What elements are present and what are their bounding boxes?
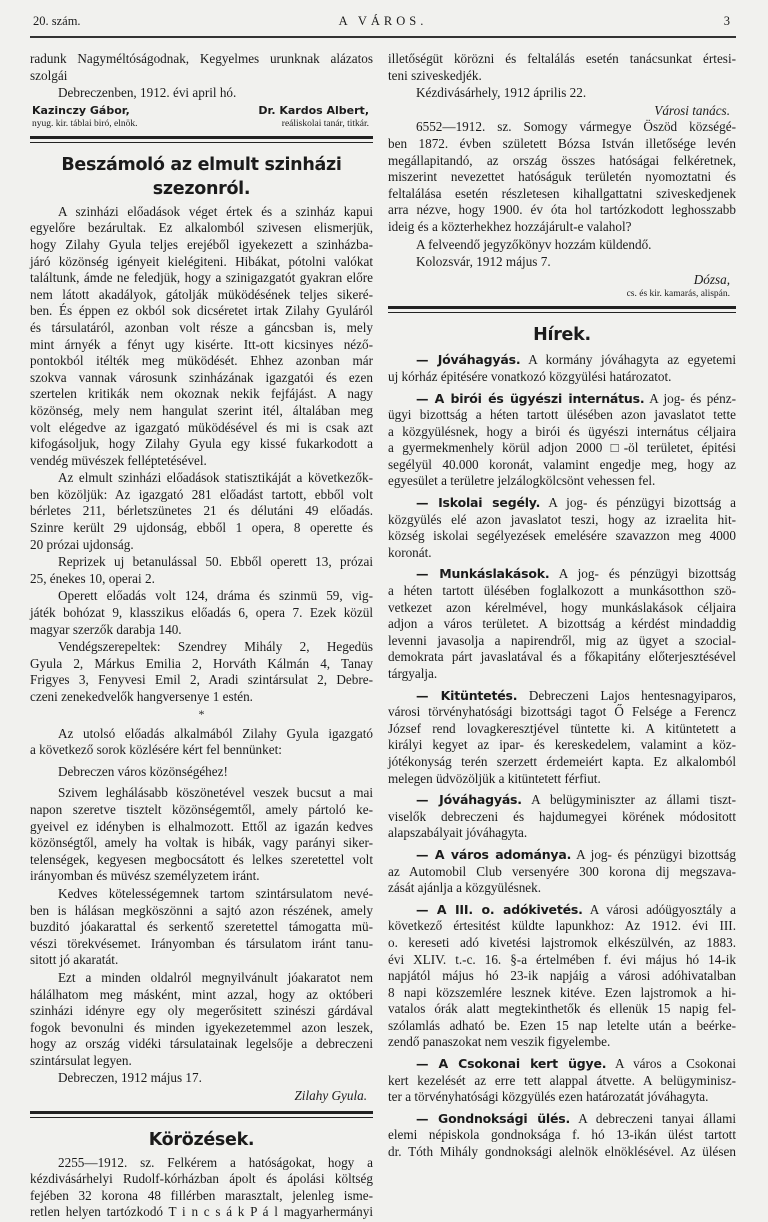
text-line: egyesület a területre jelzálogkölcsönt vehessen fel. — [388, 473, 656, 489]
signature: Városi tanács. — [654, 102, 730, 118]
news-item-heading: — Gondnoksági ülés. — [416, 1110, 571, 1126]
text-line: Kedves kötelességemnek tartom szintársulatom nevé- — [58, 885, 373, 901]
paragraph — [30, 764, 373, 781]
text-line: vatalos órák alatt megtekinthetők és ellenük 15 napig fel- — [388, 1001, 736, 1017]
signature-title: cs. és kir. kamarás, alispán. — [626, 289, 730, 300]
text-line: Az utolsó előadás alkalmából Zilahy Gyula igazgató — [58, 725, 373, 741]
text-line: a közgyülésnek, hogy a birói és ügyészi internátus céljaira — [388, 423, 736, 439]
page-number: 3 — [723, 14, 730, 28]
text-line: Kolozsvár, 1912 május 7. — [416, 254, 551, 270]
news-item-heading: — Jóváhagyás. — [416, 352, 521, 368]
news-item-heading: — A III. o. adókivetés. — [416, 901, 583, 917]
news-item-heading: — Jóváhagyás. — [416, 792, 522, 808]
text-line: napon szeretve tisztelt közönségemtől, amely pártoló ke- — [30, 801, 373, 817]
text-line: zását ajánlja a közgyülésnek. — [388, 880, 542, 896]
text-line: koronát. — [388, 544, 432, 560]
text-line: dr. Tóth Mihály gondnoksági alelnök elnöklésével. Az ülésen — [388, 1144, 736, 1160]
text-line-content: A debreczeni tanyai állami — [578, 1110, 736, 1126]
news-item-heading: — Kitüntetés. — [416, 687, 518, 703]
header-rule — [30, 36, 736, 38]
text-line — [388, 566, 736, 583]
newspaper-title: A VÁROS. — [338, 14, 428, 28]
text-line: a gyermekmenhely körül adjon 2000 □-öl területet, épitési — [388, 440, 736, 456]
text-line: czeni zenekedvelők hangversenye 1 estén. — [30, 689, 253, 704]
text-line: miszerint nevezettet hatóságuk területén nyomoztatni és — [388, 169, 736, 185]
text-line: 6552—1912. sz. Somogy vármegye Öszöd községé- — [416, 119, 736, 135]
text-line: kézdivásárhelyi Rudolf-kórházban ápolt és ápolási költség — [30, 1171, 373, 1187]
text-line: Vendégszerepeltek: Szendrey Mihály 2, Hegedüs — [58, 639, 373, 655]
section-divider — [388, 306, 736, 313]
text-line: következő értesitést küldte lapunkhoz: Az 1912. évi III. — [388, 918, 736, 934]
paragraph — [30, 785, 373, 885]
signature-name: Kazinczy Gábor, — [32, 103, 130, 117]
text-line: arra nézve, hogy 1900. év óta hol tartózkodott leghosszabb — [388, 202, 736, 218]
text-line: A szinházi előadások véget értek és a szinház kapui — [58, 203, 373, 219]
news-item-heading: — A birói és ügyészi internátus. — [416, 390, 645, 406]
text-line: segélyül 40.000 koronát, valamint engedje meg, hogy az — [388, 456, 736, 472]
text-line: ügyi bizottság a héten tartott ülésében azon javaslatot tette — [388, 407, 736, 423]
text-line: ideig és a közterhekhez hozzájárult-e valahol? — [388, 218, 632, 234]
text-line: ben. És éppen ez okból sok dicséretet irtak Zilahy Gyuláról — [30, 303, 373, 319]
paragraph — [388, 85, 736, 102]
text-line: szintársulat legyen. — [30, 1052, 132, 1068]
signature-title: reáliskolai tanár, titkár. — [281, 118, 369, 129]
text-line: radunk Nagyméltóságodnak, Kegyelmes urunknak alázatos — [30, 51, 373, 66]
text-line: zendő panaszokat nem veszik figyelembe. — [388, 1034, 611, 1050]
signature-right — [258, 104, 373, 130]
text-line: buzditó jóakarattal és serkentő szeretettel támogatta mü- — [30, 919, 373, 935]
text-line-content: A jog- és pénz- — [649, 390, 736, 406]
text-line: királyi kegyet az ipar- és kereskedelem, valamint a köz- — [388, 737, 736, 753]
text-line: és társulatáról, azonban volt része a gáncsban is, mely — [30, 319, 373, 335]
paragraph — [30, 1070, 373, 1087]
text-line: illetőségüt körözni és feltalálás esetén tanácsunkat értesi- — [388, 51, 736, 66]
left-column — [30, 51, 373, 1222]
news-item — [388, 495, 736, 561]
text-line: ben közöljük: Az igazgató 281 előadást tartott, ebből volt — [30, 486, 373, 502]
signature: Dózsa, — [693, 271, 730, 287]
text-line: magyar szerzők darabja 140. — [30, 621, 182, 637]
text-line: évi XLIV. t.-c. 16. §-a értelmében f. évi május hó 14-ik — [388, 951, 736, 967]
text-line: bérletes 211, bérletszünetes 21 és délutáni 49 előadás. — [30, 503, 373, 519]
text-line: teni sziveskedjék. — [388, 67, 482, 83]
text-line: Reprizek uj betanulással 50. Ebből operett 13, prózai — [58, 554, 373, 570]
text-line: szertelen kritikák nem okoznak nekik fejfájást. A nagy — [30, 386, 373, 402]
text-line: Szivem leghálásabb köszönetével veszek bucsut a mai — [58, 785, 373, 801]
text-line: alapszabályait jóváhagyta. — [388, 825, 528, 841]
text-line: szólamlás adható be. Ezen 15 nap letelte után a beérke- — [388, 1017, 736, 1033]
text-line: 8 napi közszemlére lesznek kitéve. Ezen lajstromok a hi- — [388, 984, 736, 1000]
paragraph — [30, 51, 373, 84]
text-line-content: Debreczeni Lajos hentesnagyiparos, — [528, 687, 737, 703]
paragraph — [388, 119, 736, 235]
text-line — [388, 352, 736, 369]
text-line: közönség, mely nem hangulat szerint itél, általában meg — [30, 402, 373, 418]
text-line — [388, 495, 736, 512]
right-column — [388, 51, 736, 1162]
text-line — [388, 688, 736, 705]
text-line: levenni javasolja a napirendről, mig az ügyet a szocial- — [388, 632, 736, 648]
text-line: gyeivel ez idényben is elhalmozott. Ettől az igazán kedves — [30, 818, 373, 834]
text-line-content: A jog- és pénzügyi bizottság — [558, 566, 736, 582]
text-line: irányomban és müvész személyzetem iránt. — [30, 868, 260, 884]
paragraph — [30, 726, 373, 759]
text-line: Kézdivásárhely, 1912 április 22. — [416, 85, 587, 101]
text-line: Frigyes 3, Fenyvesi Emil 2, Aradi szintársulat 2, Debre- — [30, 672, 373, 688]
text-line: viselők debreczeni és hajdumegyei körének módositott — [388, 808, 736, 824]
text-line: szokva vannak városunk szinházának igazgatói és ezen — [30, 369, 373, 385]
text-line-content: A jog- és pénzügyi bizottság — [576, 846, 736, 862]
text-line: pontokból itélték meg müködését. Ehhez azonban már — [30, 353, 373, 369]
text-line: hálálhatom meg másként, mint azzal, hogy az októberi — [30, 986, 373, 1002]
text-line: Debreczenben, 1912. évi april hó. — [58, 85, 237, 101]
text-line: A felveendő jegyzőkönyv hozzám küldendő. — [416, 236, 652, 252]
text-line: fogok bevonulni és minden igyekezetemmel azon leszek, — [30, 1019, 373, 1035]
text-line: Debreczen város közönségéhez! — [58, 763, 228, 779]
issue-number: 20. szám. — [33, 14, 81, 28]
text-line: hogy Zilahy Gyula teljes erejéből igyekezett a szinházba- — [30, 236, 373, 252]
text-line — [388, 792, 736, 809]
news-item-heading: — Munkáslakások. — [416, 566, 550, 582]
paragraph — [30, 204, 373, 470]
section-title: Körözések. — [148, 1129, 255, 1150]
text-line: Szinre került 29 ujdonság, ebből 1 opera, 8 operette és — [30, 520, 373, 536]
text-line: vészi törekvésemet. Irányomban és társulatom iránt tanu- — [30, 935, 373, 951]
text-line: közgyülés elé azon javaslatot teszi, hogy az izraelita hit- — [388, 511, 736, 527]
text-line — [388, 391, 736, 408]
section-title: Beszámoló az elmult szinházi szezonról. — [61, 154, 342, 199]
paragraph — [30, 886, 373, 969]
signature-name: Dr. Kardos Albert, — [258, 103, 369, 117]
text-line: Az elmult szinházi előadások statisztikáját a következők- — [58, 470, 373, 486]
news-item-heading: — Iskolai segély. — [416, 495, 541, 511]
text-line: a héten tartott ülésében foglalkozott a munkásotthon szö- — [388, 583, 736, 599]
paragraph — [30, 85, 373, 102]
text-line: ben is hálásan megköszönni a sajtó azon részének, amely — [30, 902, 373, 918]
signature-left — [30, 104, 138, 130]
signature-title: nyug. kir. táblai biró, elnök. — [32, 118, 138, 129]
section-divider — [30, 1111, 373, 1118]
text-line: 2255—1912. sz. Felkérem a hatóságokat, hogy a — [58, 1154, 373, 1170]
text-line: közönségtől, amely ha voltak is hibák, vagy parányi siker- — [30, 835, 373, 851]
text-line: fejében 32 korona 48 fillérben marasztalt, jelenleg isme- — [30, 1187, 373, 1203]
text-line: Gyula 2, Márkus Emilia 2, Horváth Kálmán 4, Tanay — [30, 655, 373, 671]
text-line: megállapitandó, az ország összes hatóságai felkéretnek, — [388, 152, 736, 168]
paragraph — [30, 970, 373, 1070]
news-item-heading: — A Csokonai kert ügye. — [416, 1056, 607, 1072]
text-line-content: A város a Csokonai — [614, 1056, 736, 1072]
text-line: feltalálása esetén részletesen kihallgattatni sziveskedjenek — [388, 185, 736, 201]
text-line: napjától május hó 23-ik napjáig a városi adóhivatalban — [388, 968, 736, 984]
text-line: ter a törvényhatósági közgyülés ezen határozatát jóváhagyta. — [388, 1089, 709, 1105]
text-line-content: A belügyminiszter az állami tiszt- — [531, 792, 736, 808]
text-line: ben 1872. évben született Bózsa István illetősége levén — [388, 135, 736, 151]
text-line: szolgái — [30, 67, 68, 83]
text-line: a következő sorok közlésére kért fel bennünket: — [30, 742, 282, 758]
news-item — [388, 566, 736, 682]
text-line-content: A kormány jóváhagyta az egyetemi — [528, 352, 736, 368]
text-line: egyelőre bezárultak. Ez alkalomból szivesen elismerjük, — [30, 220, 373, 236]
news-item — [388, 352, 736, 385]
paragraph — [388, 254, 736, 271]
text-line: városi törvényhatósági bizottsági tagot Ő Felsége a Ferencz — [388, 704, 736, 720]
news-item — [388, 391, 736, 491]
text-line: adjon a város területet. A bizottság a kérdést mindaddig — [388, 616, 736, 632]
text-line: kifogásoljuk, hogy Zilahy Gyula egy kissé fukarkodott a — [30, 436, 373, 452]
paragraph — [30, 588, 373, 638]
news-item — [388, 902, 736, 1051]
page-header — [30, 10, 736, 30]
text-line: telenségek, kegyesen megbocsátott és lelkes szeretettel volt — [30, 851, 373, 867]
text-line: vetkezet azon kérelmével, hogy munkáslakások céljaira — [388, 599, 736, 615]
section-title: Hírek. — [533, 325, 591, 346]
text-line: szinházi idényre egy oly megerősitett szinészi gárdával — [30, 1003, 373, 1019]
text-line: sitott jó akaratát. — [30, 952, 119, 968]
text-line: volt elégedve az igazgató müködésével és mi is csak azt — [30, 419, 373, 435]
text-line: József rend lovagkeresztjével tüntette ki. A kitüntetett a — [388, 720, 736, 736]
text-line: község iskolai segélyezések emelésére szavazzon meg 4000 — [388, 528, 736, 544]
text-line: játék bohózat 9, klasszikus előadás 6, opera 7. Ezek közül — [30, 605, 373, 621]
news-item — [388, 1056, 736, 1106]
text-line: 25, énekes 10, operai 2. — [30, 570, 155, 586]
text-line: 20 prózai ujdonság. — [30, 536, 134, 552]
text-line: hogy az ország vidéki társulatainak legelsője a debreczeni — [30, 1036, 373, 1052]
text-line: vendég müvészek felléptetésével. — [30, 452, 207, 468]
text-line: o. kereseti adó kivetési lajstromok elkészülvén, az 1883. — [388, 934, 736, 950]
text-line: járó közönség igényeit kielégiteni. Hibákat, pótolni valókat — [30, 253, 373, 269]
text-line — [388, 847, 736, 864]
text-line: kert kezelését az erre tett alappal átvette. A belügyminisz- — [388, 1072, 736, 1088]
paragraph — [30, 470, 373, 553]
text-line: mint árnyék a fényt ugy kisérte. Itt-ott kicsinyes néző- — [30, 336, 373, 352]
signature: Zilahy Gyula. — [294, 1088, 367, 1104]
paragraph — [30, 554, 373, 587]
news-item — [388, 847, 736, 897]
text-line: jótékonyság terén szerzett érdemeiért kapta. Ez alkalomból — [388, 753, 736, 769]
paragraph — [30, 639, 373, 705]
paragraph — [30, 1155, 373, 1221]
text-line: találtunk, ámde ne feledjük, hogy a szinigazgatót gyakran előre — [30, 270, 373, 286]
text-line: demokrata párt javaslatával és a főkapitány előterjesztésével — [388, 649, 736, 665]
text-line: Ezt a minden oldalról megnyilvánult jóakaratot nem — [58, 969, 373, 985]
text-line: retlen helyen tartózkodó T i n c s á k P á l magyarhermányi — [30, 1204, 373, 1220]
paragraph — [388, 237, 736, 254]
text-line: tárgyalja. — [388, 666, 438, 681]
text-line — [388, 1056, 736, 1073]
text-line: Operett előadás volt 124, dráma és szinmü 59, vig- — [58, 588, 373, 604]
news-item — [388, 792, 736, 842]
text-line: Debreczen, 1912 május 17. — [58, 1070, 202, 1086]
text-line: melegen üdvözöljük a kitüntetett férfiut. — [388, 770, 601, 786]
text-line: az Automobil Club versenyére 300 korona dij megszava- — [388, 863, 736, 879]
text-line-content: A városi adóügyosztály a — [589, 901, 736, 917]
asterisk-separator: * — [198, 706, 205, 721]
section-divider — [30, 136, 373, 143]
text-line — [388, 902, 736, 919]
text-line-content: A jog- és pénzügyi bizottság a — [548, 495, 737, 511]
text-line — [388, 1111, 736, 1128]
news-item — [388, 688, 736, 788]
text-line: uj kórház épitésére vonatkozó közgyülési határozatot. — [388, 368, 672, 384]
paragraph — [388, 51, 736, 84]
signatures — [30, 104, 373, 130]
text-line: nem látott akadályok, gátolják müködésének teljes sikeré- — [30, 286, 373, 302]
news-item — [388, 1111, 736, 1161]
text-line: elemi népiskola gondnoksága f. hó 13-ikán ülést tartott — [388, 1127, 736, 1143]
news-item-heading: — A város adománya. — [416, 846, 572, 862]
